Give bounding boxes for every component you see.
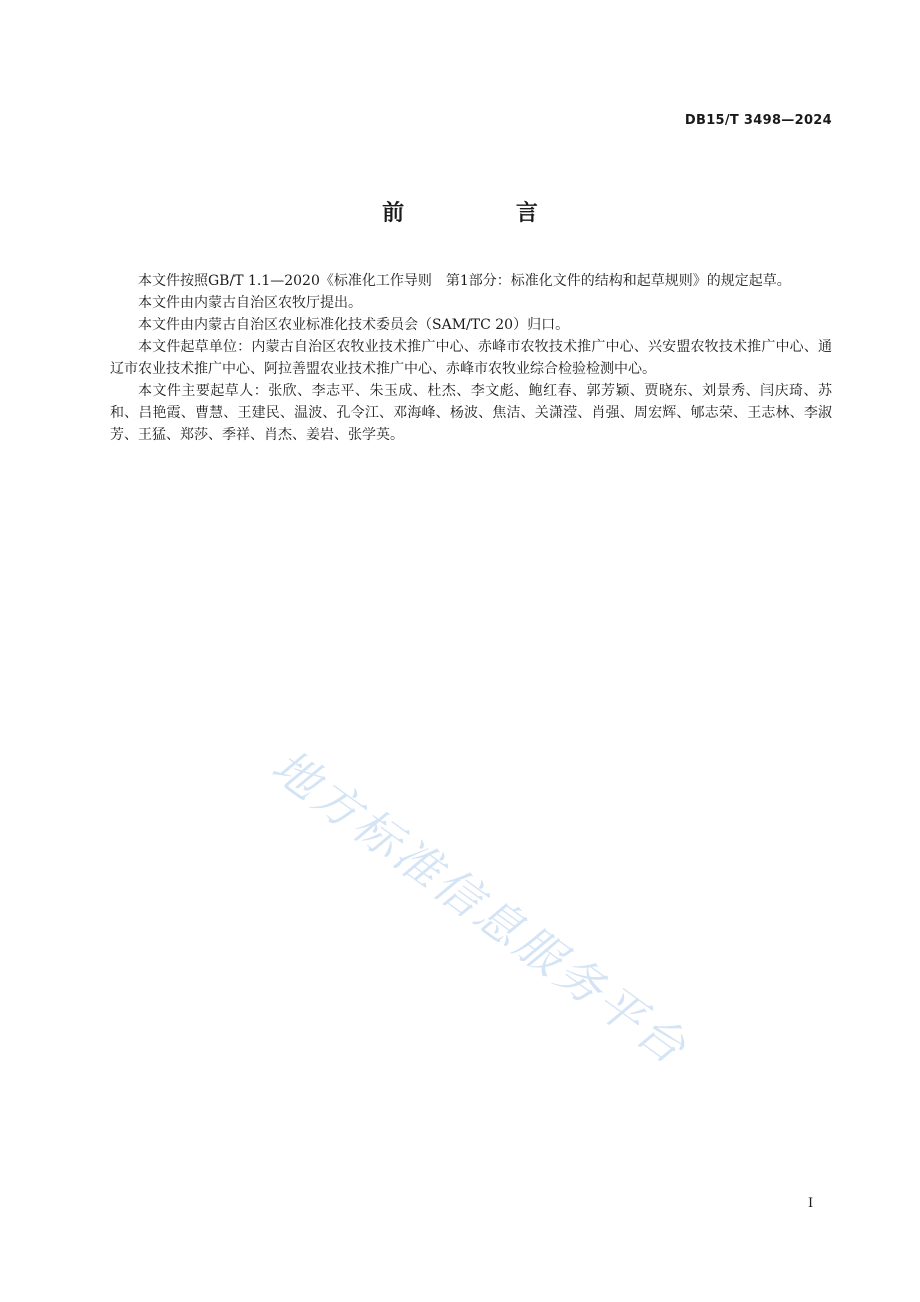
standard-code: DB15/T 3498—2024 [684, 113, 832, 128]
paragraph-main-drafters: 本文件主要起草人：张欣、李志平、朱玉成、杜杰、李文彪、鲍红春、郭芳颖、贾晓东、刘景秀、闫庆琦、苏和、吕艳霞、曹慧、王建民、温波、孔令江、邓海峰、杨波、焦洁、关潇滢、肖强、周宏辉、郇志荣、王志林、李淑芳、王猛、郑莎、季祥、肖杰、姜岩、张学英。 [110, 383, 832, 443]
paragraph-drafting-units: 本文件起草单位：内蒙古自治区农牧业技术推广中心、赤峰市农牧技术推广中心、兴安盟农牧技术推广中心、通辽市农业技术推广中心、阿拉善盟农业技术推广中心、赤峰市农牧业综合检验检测中心。 [110, 339, 832, 377]
paragraph-drafting-basis: 本文件按照GB/T 1.1—2020《标准化工作导则 第1部分：标准化文件的结构和起草规则》的规定起草。 [138, 273, 791, 289]
paragraph-proposer: 本文件由内蒙古自治区农牧厅提出。 [138, 295, 362, 311]
foreword-body [110, 270, 832, 446]
paragraph-centralized-unit: 本文件由内蒙古自治区农业标准化技术委员会（SAM/TC 20）归口。 [138, 317, 570, 333]
page-title: 前 言 [382, 201, 590, 226]
watermark: 地方标准信息服务平台 [262, 738, 699, 1077]
page-number: I [808, 1196, 814, 1211]
